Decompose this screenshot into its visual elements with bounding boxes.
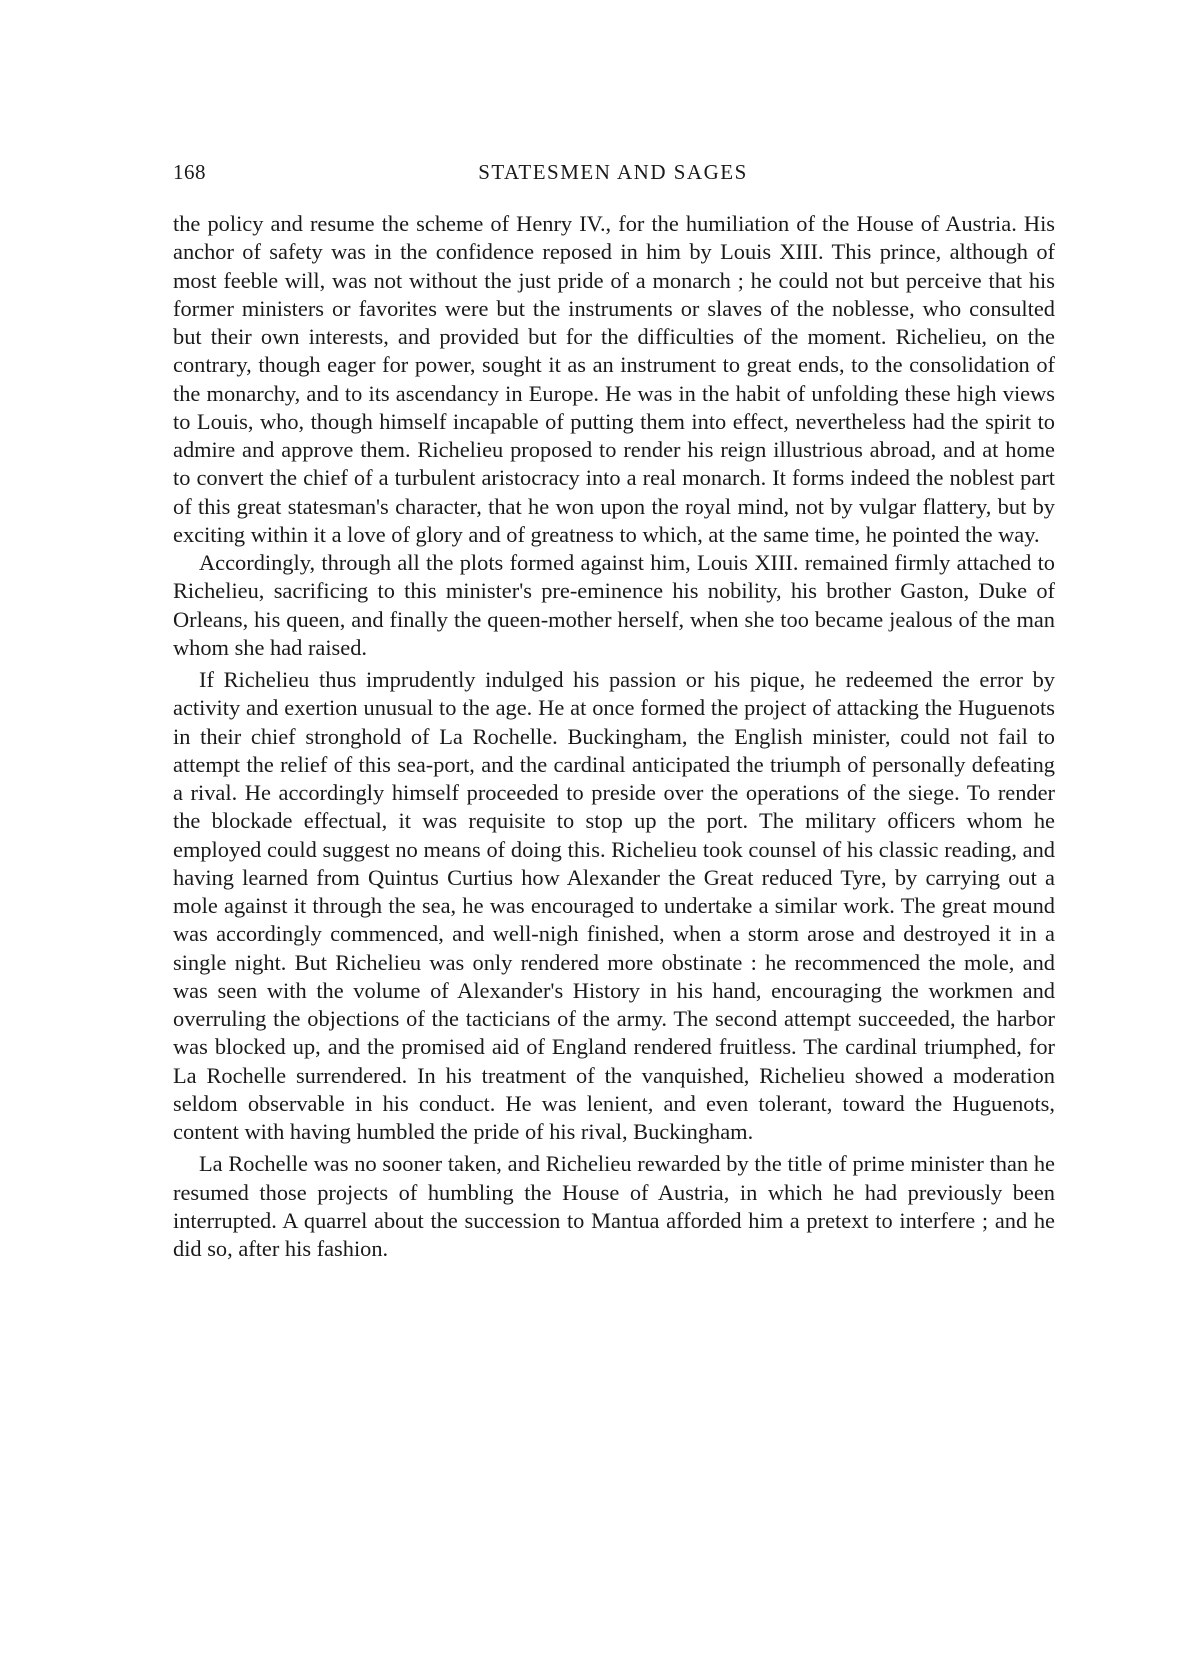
page-number: 168 <box>173 160 206 184</box>
paragraph-2: Accordingly, through all the plots formed against him, Louis XIII. remained firmly attached to Richelieu, sacrificing to this minister's pre-eminence his nobility, his brother Gaston, Duke of Orleans, his queen, and finally the queen-mother herself, when she too became jealous of the man whom she had raised. <box>173 550 1055 660</box>
body-text <box>173 210 1055 1263</box>
paragraph-4: La Rochelle was no sooner taken, and Richelieu rewarded by the title of prime minister than he resumed those projects of humbling the House of Austria, in which he had previously been interrupted. A quarrel about the succession to Mantua afforded him a pretext to interfere ; and he did so, after his fashion. <box>173 1151 1055 1261</box>
page-header <box>173 160 1053 190</box>
paragraph-1: the policy and resume the scheme of Henry IV., for the humiliation of the House of Austria. His anchor of safety was in the confidence reposed in him by Louis XIII. This prince, although of most feeble will, was not without the just pride of a monarch ; he could not but perceive that his former ministers or favorites were but the instruments or slaves of the noblesse, who consulted but their own interests, and provided but for the difficulties of the moment. Richelieu, on the contrary, though eager for power, sought it as an instrument to great ends, to the consolidation of the monarchy, and to its ascendancy in Europe. He was in the habit of unfolding these high views to Louis, who, though himself incapable of putting them into effect, nevertheless had the spirit to admire and approve them. Richelieu proposed to render his reign illustrious abroad, and at home to convert the chief of a turbulent aristocracy into a real monarch. It forms indeed the noblest part of this great statesman's character, that he won upon the royal mind, not by vulgar flattery, but by exciting within it a love of glory and of greatness to which, at the same time, he pointed the way. <box>173 211 1055 547</box>
paragraph-3: If Richelieu thus imprudently indulged his passion or his pique, he redeemed the error by activity and exertion unusual to the age. He at once formed the project of attacking the Huguenots in their chief stronghold of La Rochelle. Buckingham, the English minister, could not fail to attempt the relief of this sea-port, and the cardinal anticipated the triumph of personally defeating a rival. He accordingly himself proceeded to preside over the operations of the siege. To render the blockade effectual, it was requisite to stop up the port. The military officers whom he employed could suggest no means of doing this. Richelieu took counsel of his classic reading, and having learned from Quintus Curtius how Alexander the Great reduced Tyre, by carrying out a mole against it through the sea, he was encouraged to undertake a similar work. The great mound was accordingly commenced, and well-nigh finished, when a storm arose and destroyed it in a single night. But Richelieu was only rendered more obstinate : he recommenced the mole, and was seen with the volume of Alexander's History in his hand, encouraging the workmen and overruling the objections of the tacticians of the army. The second attempt succeeded, the harbor was blocked up, and the promised aid of England rendered fruitless. The cardinal triumphed, for La Rochelle surrendered. In his treatment of the vanquished, Richelieu showed a moderation seldom observable in his conduct. He was lenient, and even tolerant, toward the Huguenots, content with having humbled the pride of his rival, Buckingham. <box>173 667 1055 1144</box>
running-title: STATESMEN AND SAGES <box>478 160 748 184</box>
